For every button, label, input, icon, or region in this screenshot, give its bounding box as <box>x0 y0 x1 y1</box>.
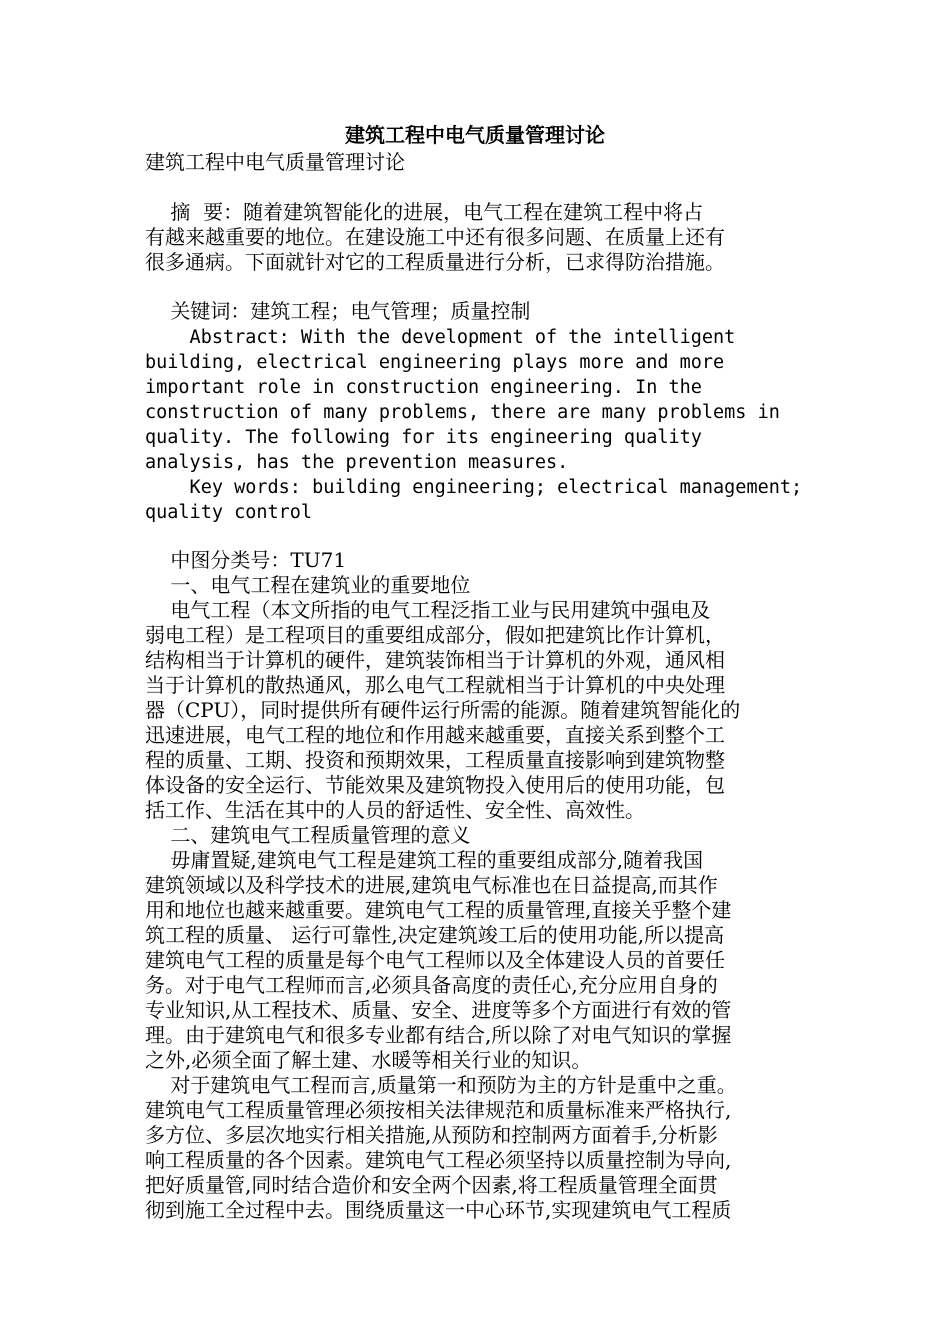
paragraph-line: 建筑电气工程的质量是每个电气工程师以及全体建设人员的首要任 <box>145 948 725 972</box>
abstract-en-line: construction of many problems, there are many problems in <box>145 402 780 423</box>
paragraph-line: 用和地位也越来越重要。建筑电气工程的质量管理,直接关乎整个建 <box>145 898 732 922</box>
paragraph-line: 多方位、多层次地实行相关措施,从预防和控制两方面着手,分析影 <box>145 1123 718 1147</box>
paragraph-line: 把好质量管,同时结合造价和安全两个因素,将工程质量管理全面贯 <box>145 1173 718 1197</box>
paragraph-line: 理。由于建筑电气和很多专业都有结合,所以除了对电气知识的掌握 <box>145 1023 732 1047</box>
abstract-cn-line: 很多通病。下面就针对它的工程质量进行分析，已求得防治措施。 <box>145 250 725 274</box>
keywords-en-line: Key words: building engineering; electrical management; <box>145 477 803 498</box>
section-heading: 一、电气工程在建筑业的重要地位 <box>145 573 471 597</box>
classification-line: 中图分类号：TU71 <box>145 548 347 572</box>
paragraph-line: 务。对于电气工程师而言,必须具备高度的责任心,充分应用自身的 <box>145 973 718 997</box>
keywords-en-line: quality control <box>145 502 313 523</box>
document-title: 建筑工程中电气质量管理讨论 <box>345 123 605 147</box>
paragraph-line: 迅速进展，电气工程的地位和作用越来越重要，直接关系到整个工 <box>145 723 725 747</box>
subtitle-line: 建筑工程中电气质量管理讨论 <box>145 150 405 174</box>
paragraph-line: 体设备的安全运行、节能效果及建筑物投入使用后的使用功能，包 <box>145 773 725 797</box>
paragraph-line: 程的质量、工期、投资和预期效果，工程质量直接影响到建筑物整 <box>145 748 725 772</box>
abstract-cn-line: 有越来越重要的地位。在建设施工中还有很多问题、在质量上还有 <box>145 225 725 249</box>
paragraph-line: 结构相当于计算机的硬件，建筑装饰相当于计算机的外观，通风相 <box>145 648 725 672</box>
paragraph-line: 筑工程的质量、 运行可靠性,决定建筑竣工后的使用功能,所以提高 <box>145 923 725 947</box>
paragraph-line: 彻到施工全过程中去。围绕质量这一中心环节,实现建筑电气工程质 <box>145 1198 732 1222</box>
paragraph-line: 器（CPU），同时提供所有硬件运行所需的能源。随着建筑智能化的 <box>145 698 741 722</box>
paragraph-line: 括工作、生活在其中的人员的舒适性、安全性、高效性。 <box>145 798 645 822</box>
paragraph-line: 对于建筑电气工程而言,质量第一和预防为主的方针是重中之重。 <box>145 1073 737 1097</box>
abstract-en-line: analysis, has the prevention measures. <box>145 452 569 473</box>
abstract-en-line: quality. The following for its engineering quality <box>145 427 702 448</box>
paragraph-line: 建筑电气工程质量管理必须按相关法律规范和质量标准来严格执行, <box>145 1098 732 1122</box>
paragraph-line: 弱电工程）是工程项目的重要组成部分，假如把建筑比作计算机， <box>145 623 725 647</box>
section-heading: 二、建筑电气工程质量管理的意义 <box>145 823 471 847</box>
paragraph-line: 建筑领域以及科学技术的进展,建筑电气标准也在日益提高,而其作 <box>145 873 718 897</box>
paragraph-line: 响工程质量的各个因素。建筑电气工程必须坚持以质量控制为导向, <box>145 1148 732 1172</box>
paragraph-line: 电气工程（本文所指的电气工程泛指工业与民用建筑中强电及 <box>145 598 711 622</box>
abstract-en-line: important role in construction engineering. In the <box>145 377 702 398</box>
keywords-cn-line: 关键词：建筑工程；电气管理；质量控制 <box>145 299 531 323</box>
paragraph-line: 毋庸置疑,建筑电气工程是建筑工程的重要组成部分,随着我国 <box>145 848 704 872</box>
abstract-cn-line: 摘 要：随着建筑智能化的进展，电气工程在建筑工程中将占 <box>145 200 704 224</box>
paragraph-line: 当于计算机的散热通风，那么电气工程就相当于计算机的中央处理 <box>145 673 725 697</box>
abstract-en-line: Abstract: With the development of the intelligent <box>145 327 736 348</box>
abstract-en-line: building, electrical engineering plays more and more <box>145 352 725 373</box>
paragraph-line: 之外,必须全面了解土建、水暖等相关行业的知识。 <box>145 1048 592 1072</box>
paragraph-line: 专业知识,从工程技术、质量、安全、进度等多个方面进行有效的管 <box>145 998 732 1022</box>
